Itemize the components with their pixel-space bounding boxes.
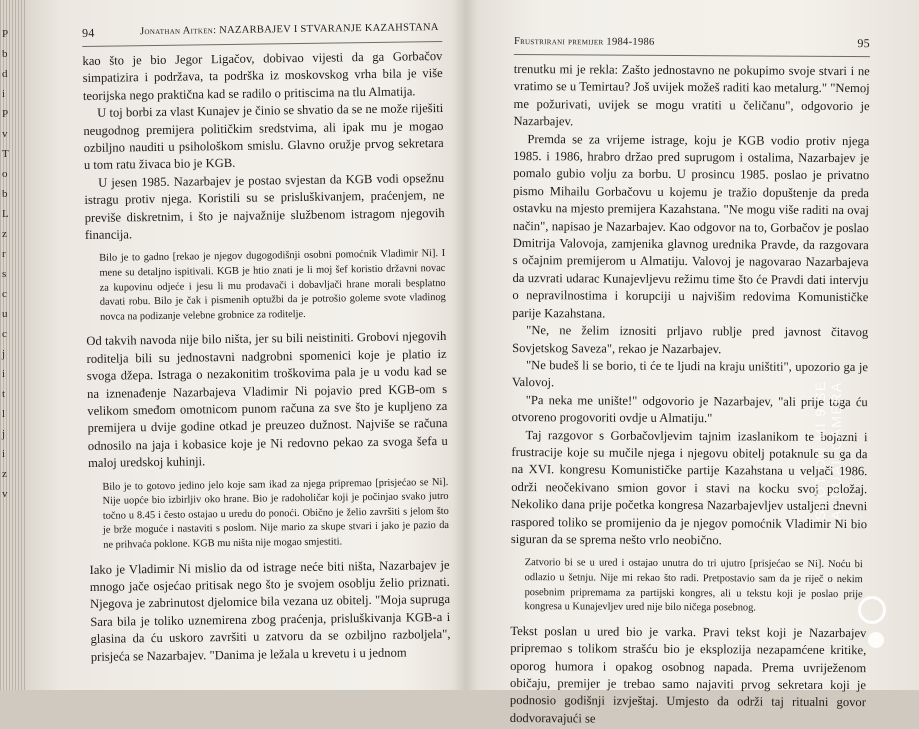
edge-letter: r bbox=[2, 248, 6, 260]
left-running-head bbox=[82, 23, 442, 47]
edge-letter: v bbox=[2, 128, 8, 140]
right-paragraph-6: Taj razgovor s Gorbačovljevim tajnim izaslanikom te bojazni i frustracije koje su mučile njega i njegovu obitelj potaknule su ga da na XVI. kongresu Komunističke partije Kazahstana u veljači 1986. održi neočekivano smion govor i stavi na kocku svoj položaj. Nekoliko dana prije početka kongresa Nazarbajevljev ustaljeni dnevni raspored toliko se promijenio da je njegov pomoćnik Vladimir Ni bio siguran da se sprema nešto vrlo neobično. bbox=[510, 427, 868, 548]
edge-letter: l bbox=[2, 408, 6, 420]
left-running-head-title: Jonathan Aitken: NAZARBAJEV I STVARANJE KAZAHSTANA bbox=[139, 22, 439, 38]
edge-letter: P bbox=[2, 28, 9, 40]
edge-letter: b bbox=[2, 48, 8, 60]
left-paragraph-3: U jesen 1985. Nazarbajev je postao svjestan da KGB vodi opsežnu istragu protiv njega. Koristili su se prisluškivanjem, praćenjem, ne previše diskretnim, i što je najvažnije službenom istragom njegovih financija. bbox=[84, 170, 445, 243]
edge-letter: c bbox=[2, 288, 7, 300]
camera-watermark bbox=[812, 380, 844, 520]
edge-letter: z bbox=[2, 228, 7, 240]
watermark-circle-icon bbox=[858, 596, 886, 624]
left-block-quote-1: Bilo je to gadno [rekao je njegov dugogodišnji osobni pomoćnik Vladimir Ni]. I mene su detaljno ispitivali. KGB je htio znati je li moj šef koristio državni novac za kupovinu odjeće i jesu li mu prodavači i dobavljači hrane morali besplatno davati robu. Bilo je čak i pismenih optužbi da je potrošio goleme svote vladinog novca na podizanje velebne grobnice za roditelje. bbox=[99, 248, 446, 323]
edge-letter: c bbox=[2, 328, 7, 340]
watermark-line-1: SHOT ON MI 9 SE bbox=[812, 380, 828, 520]
left-page-number: 94 bbox=[81, 25, 95, 40]
left-paragraph-5: Iako je Vladimir Ni mislio da od istrage neće biti ništa, Nazarbajev je mnogo jače osjećao pritisak nego što je svojem osoblju želio priznati. Njegova je zabrinutost djelomice bila vezana uz obitelj. "Moja supruga Sara bila je toliko uznemirena zbog praćenja, prisluškivanja KGB-a i glasina da ću uskoro završiti u zatvoru da se ozbiljno razboljela", prisjeća se Nazarbajev. "Danima je ležala u krevetu i u jednom bbox=[89, 557, 451, 664]
edge-letter: P bbox=[2, 108, 9, 120]
edge-letter: t bbox=[2, 388, 6, 400]
edge-letter: d bbox=[2, 68, 8, 80]
left-block-quote-2: Bilo je to gotovo jedino jelo koje sam ikad za njega pripremao [prisjećao se Ni]. Nije uopće bio izbirljiv oko hrane. Bio je radoholičar koji je počinjao svako jutro točno u 8.45 i često ostajao u uredu do ponoći. Obično je želio završiti s jelom što je brže moguće i nastaviti s poslom. Nije mario za skupe stvari i jako je pazio da ne prihvaća poklone. KGB mu ništa nije mogao smjestiti. bbox=[102, 476, 450, 551]
edge-letter: j bbox=[2, 348, 6, 360]
right-paragraph-4: "Ne budeš li se borio, ti će te ljudi na kraju uništiti", upozorio ga je Valovoj. bbox=[511, 357, 869, 390]
edge-letter: u bbox=[2, 308, 8, 320]
edge-letter: j bbox=[2, 428, 6, 440]
left-paragraph-4: Od takvih navoda nije bilo ništa, jer su bili neistiniti. Grobovi njegovih roditelja bili su jednostavni nadgrobni spomenici koje je platio iz svoga džepa. Istraga o nezakonitim troškovima pala je u vodu kad se na iznenađenje Nazarbajeva Vladimir Ni pojavio pred KGB-om s velikom smeđom omotnicom punom računa za sve što je kupljeno za premijera u dvije godine otkad je preuzeo dužnost. Najviše se računa odnosilo na jaja i kobasice koje je Ni redovno pekao za svoga šefa u maloj uredskoj kuhinji. bbox=[86, 329, 448, 471]
right-paragraph-7: Tekst poslan u ured bio je varka. Pravi tekst koji je Nazarbajev pripremao s tolikom strašću bio je eksplozija nezapamćene kritike, oporog humora i opakog osobnog napada. Prema uvriježenom običaju, premijer je trebao samo najaviti prvog sekretara koji je podnosio godišnji izvještaj. Umjesto da održi taj ritualni govor dodvoravajući se bbox=[509, 623, 867, 726]
right-page-number: 95 bbox=[857, 36, 871, 51]
left-paragraph-1: kao što je bio Jegor Ligačov, dobivao vijesti da ga Gorbačov simpatizira i podržava, ta podrška iz moskovskog vrha bila je više teorijska nego praktična kad se radilo o pritiscima na tlu Almatija. bbox=[82, 48, 443, 103]
edge-letter: s bbox=[2, 268, 7, 280]
edge-letter: b bbox=[2, 188, 8, 200]
right-paragraph-1: trenutku mi je rekla: Zašto jednostavno ne pokupimo svoje stvari i ne vratimo se u Temirtau? Još uvijek možeš raditi kao metalurg." "Nemoj me požurivati, uvijek se mogu vratiti u čeličanu", odgovorio je Nazarbajev. bbox=[513, 61, 870, 129]
edge-letter: v bbox=[2, 488, 8, 500]
edge-letter: o bbox=[2, 168, 8, 180]
watermark-dot-icon bbox=[868, 632, 884, 648]
right-running-head bbox=[514, 36, 870, 57]
left-paragraph-2: U toj borbi za vlast Kunajev je činio se shvatio da se ne može riješiti neugodnog premijera političkim sredstvima, ali ipak mu je mogao ozbiljno nauditi u psihološkom smislu. Glavno oružje prvog sekretara u tom ratu živaca bio je KGB. bbox=[83, 101, 444, 173]
edge-letter: T bbox=[2, 148, 9, 160]
previous-page-letters bbox=[2, 24, 16, 504]
right-block-quote-1: Zatvorio bi se u ured i ostajao unutra do tri ujutro [prisjećao se Ni]. Noću bi odlazio u šetnju. Nije mi rekao što radi. Pretpostavio sam da je riječ o nekim posebnim pripremama za partijski kongres, ali u tekstu koji je poslao prije kongresa u Kunajevljev ured nije bilo ničega posebnog. bbox=[524, 557, 863, 614]
right-paragraph-5: "Pa neka me unište!" odgovorio je Nazarbajev, "ali prije toga ću otvoreno progovoriti ovdje u Almatiju." bbox=[511, 392, 868, 426]
right-paragraph-3: "Ne, ne želim iznositi prljavo rublje pred javnost čitavog Sovjetskog Saveza", rekao je Nazarbajev. bbox=[512, 323, 869, 356]
right-running-head-title: Frustrirani premijer 1984-1986 bbox=[513, 36, 655, 48]
edge-letter: z bbox=[2, 468, 7, 480]
right-paragraph-2: Premda se za vrijeme istrage, koju je KGB vodio protiv njega 1985. i 1986, hrabro držao pred suprugom i ostalima, Nazarbajev je pomalo gubio volju za borbu. U prosincu 1985. poslao je privatno pismo Mihailu Gorbačovu u kojemu je tražio dopuštenje da preda ostavku na mjesto premijera Kazahstana. "Ne mogu više raditi na ovaj način", napisao je Nazarbajev. Kao odgovor na to, Gorbačov je poslao Dmitrija Valovoja, zamjenika glavnog urednika Pravde, da razgovara s očajnim premijerom u Almatiju. Valovoj je nagovarao Nazarbajeva da uzvrati udarac Kunajevljevu režimu time što će Pravdi dati intervju o nepravilnostima i korupciji u najvišim redovima Komunističke parije Kazahstana. bbox=[512, 131, 870, 321]
watermark-line-2: AI DUAL CAMERA bbox=[828, 381, 844, 520]
left-page bbox=[82, 23, 451, 666]
edge-letter: i bbox=[2, 88, 6, 100]
edge-letter: i bbox=[2, 448, 6, 460]
edge-letter: i bbox=[2, 368, 6, 380]
edge-letter: L bbox=[2, 208, 9, 220]
